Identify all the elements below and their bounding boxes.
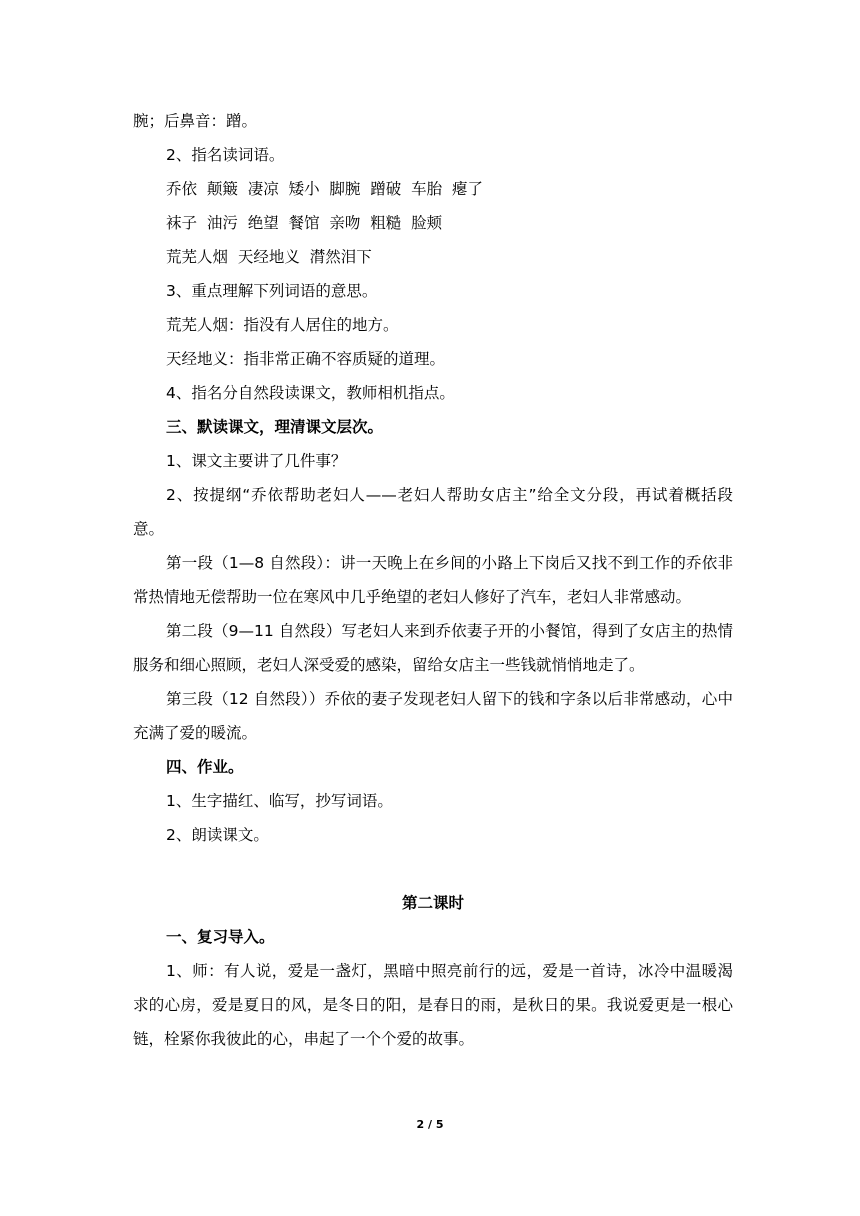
paragraph: 荒芜人烟：指没有人居住的地方。 — [166, 316, 399, 334]
section-heading: 三、默读课文，理清课文层次。 — [166, 418, 384, 436]
paragraph: 天经地义：指非常正确不容质疑的道理。 — [166, 350, 446, 368]
paragraph: 第二段（9—11 自然段）写老妇人来到乔依妻子开的小餐馆，得到了女店主的热情服务和细心照顾，老妇人深受爱的感染，留给女店主一些钱就悄悄地走了。 — [133, 622, 733, 674]
vocabulary-line: 袜子 油污 绝望 餐馆 亲吻 粗糙 脸颊 — [166, 214, 443, 232]
paragraph: 4、指名分自然段读课文，教师相机指点。 — [166, 384, 455, 402]
lesson-title: 第二课时 — [401, 894, 464, 912]
paragraph: 1、课文主要讲了几件事？ — [166, 452, 347, 470]
paragraph: 2、指名读词语。 — [166, 146, 285, 164]
paragraph: 1、生字描红、临写，抄写词语。 — [166, 792, 393, 810]
paragraph: 2、朗读课文。 — [166, 826, 269, 844]
blank-line — [133, 852, 733, 886]
paragraph: 2、按提纲“乔依帮助老妇人——老妇人帮助女店主”给全文分段，再试着概括段意。 — [133, 486, 733, 538]
paragraph: 1、师：有人说，爱是一盏灯，黑暗中照亮前行的远，爱是一首诗，冰冷中温暖渴求的心房，爱是夏日的风，是冬日的阳，是春日的雨，是秋日的果。我说爱更是一根心链，栓紧你我彼此的心，串起了一个个爱的故事。 — [133, 962, 733, 1048]
paragraph: 第一段（1—8 自然段）：讲一天晚上在乡间的小路上下岗后又找不到工作的乔依非常热情地无偿帮助一位在寒风中几乎绝望的老妇人修好了汽车，老妇人非常感动。 — [133, 554, 733, 606]
section-heading: 四、作业。 — [166, 758, 244, 776]
vocabulary-line: 荒芜人烟 天经地义 潸然泪下 — [166, 248, 372, 266]
paragraph: 腕；后鼻音：蹭。 — [133, 112, 258, 130]
vocabulary-line: 乔依 颠簸 凄凉 矮小 脚腕 蹭破 车胎 瘪了 — [166, 180, 483, 198]
paragraph: 3、重点理解下列词语的意思。 — [166, 282, 378, 300]
paragraph: 第三段（12 自然段））乔依的妻子发现老妇人留下的钱和字条以后非常感动，心中充满了爱的暖流。 — [133, 690, 733, 742]
section-heading: 一、复习导入。 — [166, 928, 275, 946]
page-number: 2 / 5 — [416, 1118, 444, 1131]
document-body — [133, 104, 733, 1056]
